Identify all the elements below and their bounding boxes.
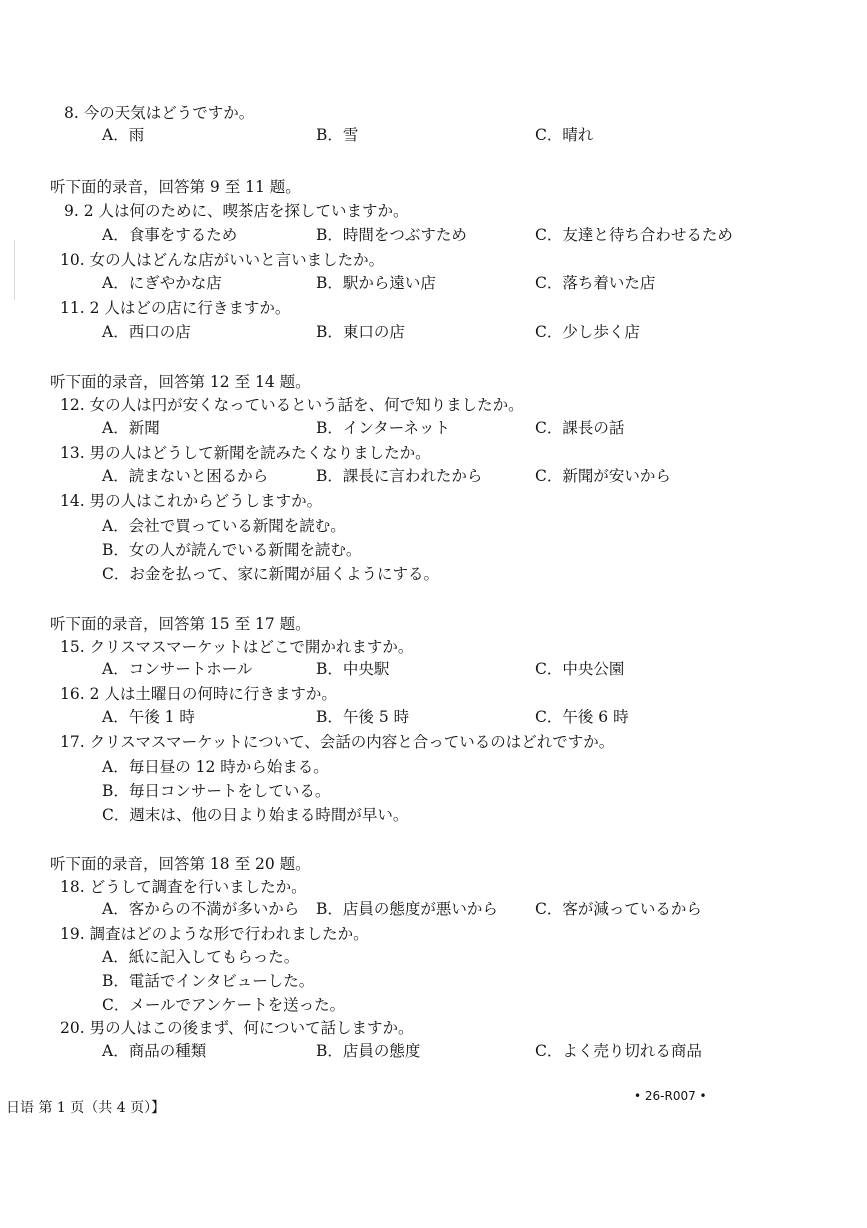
- option-a: A．商品の種類: [102, 1042, 207, 1060]
- option-c: C．よく売り切れる商品: [535, 1042, 702, 1060]
- section-heading-9-11: 听下面的录音，回答第 9 至 11 题。: [50, 178, 301, 196]
- option-a: A．新聞: [102, 419, 160, 437]
- option-c: C．落ち着いた店: [535, 274, 656, 292]
- page-footer-label: 日语 第 1 页（共 4 页）】: [6, 1100, 166, 1116]
- question-9: 9. 2 人は何のために、喫茶店を探していますか。: [64, 202, 409, 220]
- option-b: B．時間をつぶすため: [316, 226, 467, 244]
- section-heading-18-20: 听下面的录音，回答第 18 至 20 题。: [50, 855, 311, 873]
- question-11-options: [0, 325, 867, 345]
- question-17-option-a: A．毎日昼の 12 時から始まる。: [102, 758, 329, 776]
- question-17-option-b: B．毎日コンサートをしている。: [102, 782, 331, 800]
- option-b: B．雪: [316, 126, 359, 144]
- question-8-options: [0, 128, 867, 148]
- option-a: A．雨: [102, 126, 145, 144]
- option-b: B．駅から遠い店: [316, 274, 436, 292]
- question-18-options: [0, 902, 867, 922]
- question-14-option-b: B．女の人が読んでいる新聞を読む。: [102, 541, 362, 559]
- question-8: 8. 今の天気はどうですか。: [64, 104, 255, 122]
- question-14-option-c: C．お金を払って、家に新聞が届くようにする。: [102, 565, 440, 583]
- question-15-options: [0, 662, 867, 682]
- option-b: B．課長に言われたから: [316, 467, 483, 485]
- option-c: C．客が減っているから: [535, 900, 702, 918]
- option-a: A．コンサートホール: [102, 660, 253, 678]
- option-a: A．西口の店: [102, 323, 191, 341]
- exam-code: • 26-R007 •: [634, 1089, 707, 1103]
- option-a: A．午後 1 時: [102, 708, 195, 726]
- question-14: 14. 男の人はこれからどうしますか。: [60, 492, 323, 510]
- option-c: C．少し歩く店: [535, 323, 640, 341]
- question-20-options: [0, 1044, 867, 1064]
- option-c: C．新聞が安いから: [535, 467, 671, 485]
- question-12-options: [0, 421, 867, 441]
- option-b: B．午後 5 時: [316, 708, 410, 726]
- question-17-option-c: C．週末は、他の日より始まる時間が早い。: [102, 806, 409, 824]
- question-19: 19. 調査はどのような形で行われましたか。: [60, 925, 369, 943]
- question-15: 15. クリスマスマーケットはどこで開かれますか。: [60, 638, 414, 656]
- option-a: A．読まないと困るから: [102, 467, 269, 485]
- question-16-options: [0, 710, 867, 730]
- question-19-option-b: B．電話でインタビューした。: [102, 972, 315, 990]
- section-heading-12-14: 听下面的录音，回答第 12 至 14 题。: [50, 373, 311, 391]
- question-19-option-a: A．紙に記入してもらった。: [102, 948, 300, 966]
- question-11: 11. 2 人はどの店に行きますか。: [60, 299, 291, 317]
- question-10: 10. 女の人はどんな店がいいと言いましたか。: [60, 251, 385, 269]
- question-12: 12. 女の人は円が安くなっているという話を、何で知りましたか。: [60, 396, 524, 414]
- question-13-options: [0, 469, 867, 489]
- option-c: C．中央公園: [535, 660, 625, 678]
- question-13: 13. 男の人はどうして新聞を読みたくなりましたか。: [60, 444, 431, 462]
- option-c: C．友達と待ち合わせるため: [535, 226, 733, 244]
- option-b: B．店員の態度が悪いから: [316, 900, 498, 918]
- option-c: C．晴れ: [535, 126, 594, 144]
- option-b: B．インターネット: [316, 419, 450, 437]
- section-heading-15-17: 听下面的录音，回答第 15 至 17 题。: [50, 615, 311, 633]
- option-a: A．食事をするため: [102, 226, 238, 244]
- question-16: 16. 2 人は土曜日の何時に行きますか。: [60, 685, 337, 703]
- option-a: A．客からの不満が多いから: [102, 900, 300, 918]
- question-19-option-c: C．メールでアンケートを送った。: [102, 996, 346, 1014]
- question-14-option-a: A．会社で買っている新聞を読む。: [102, 517, 346, 535]
- option-c: C．午後 6 時: [535, 708, 629, 726]
- question-10-options: [0, 276, 867, 296]
- option-b: B．店員の態度: [316, 1042, 421, 1060]
- question-9-options: [0, 228, 867, 248]
- option-c: C．課長の話: [535, 419, 625, 437]
- question-17: 17. クリスマスマーケットについて、会話の内容と合っているのはどれですか。: [60, 733, 615, 751]
- option-b: B．中央駅: [316, 660, 390, 678]
- question-18: 18. どうして調査を行いましたか。: [60, 878, 307, 896]
- option-a: A．にぎやかな店: [102, 274, 222, 292]
- option-b: B．東口の店: [316, 323, 405, 341]
- question-20: 20. 男の人はこの後まず、何について話しますか。: [60, 1019, 414, 1037]
